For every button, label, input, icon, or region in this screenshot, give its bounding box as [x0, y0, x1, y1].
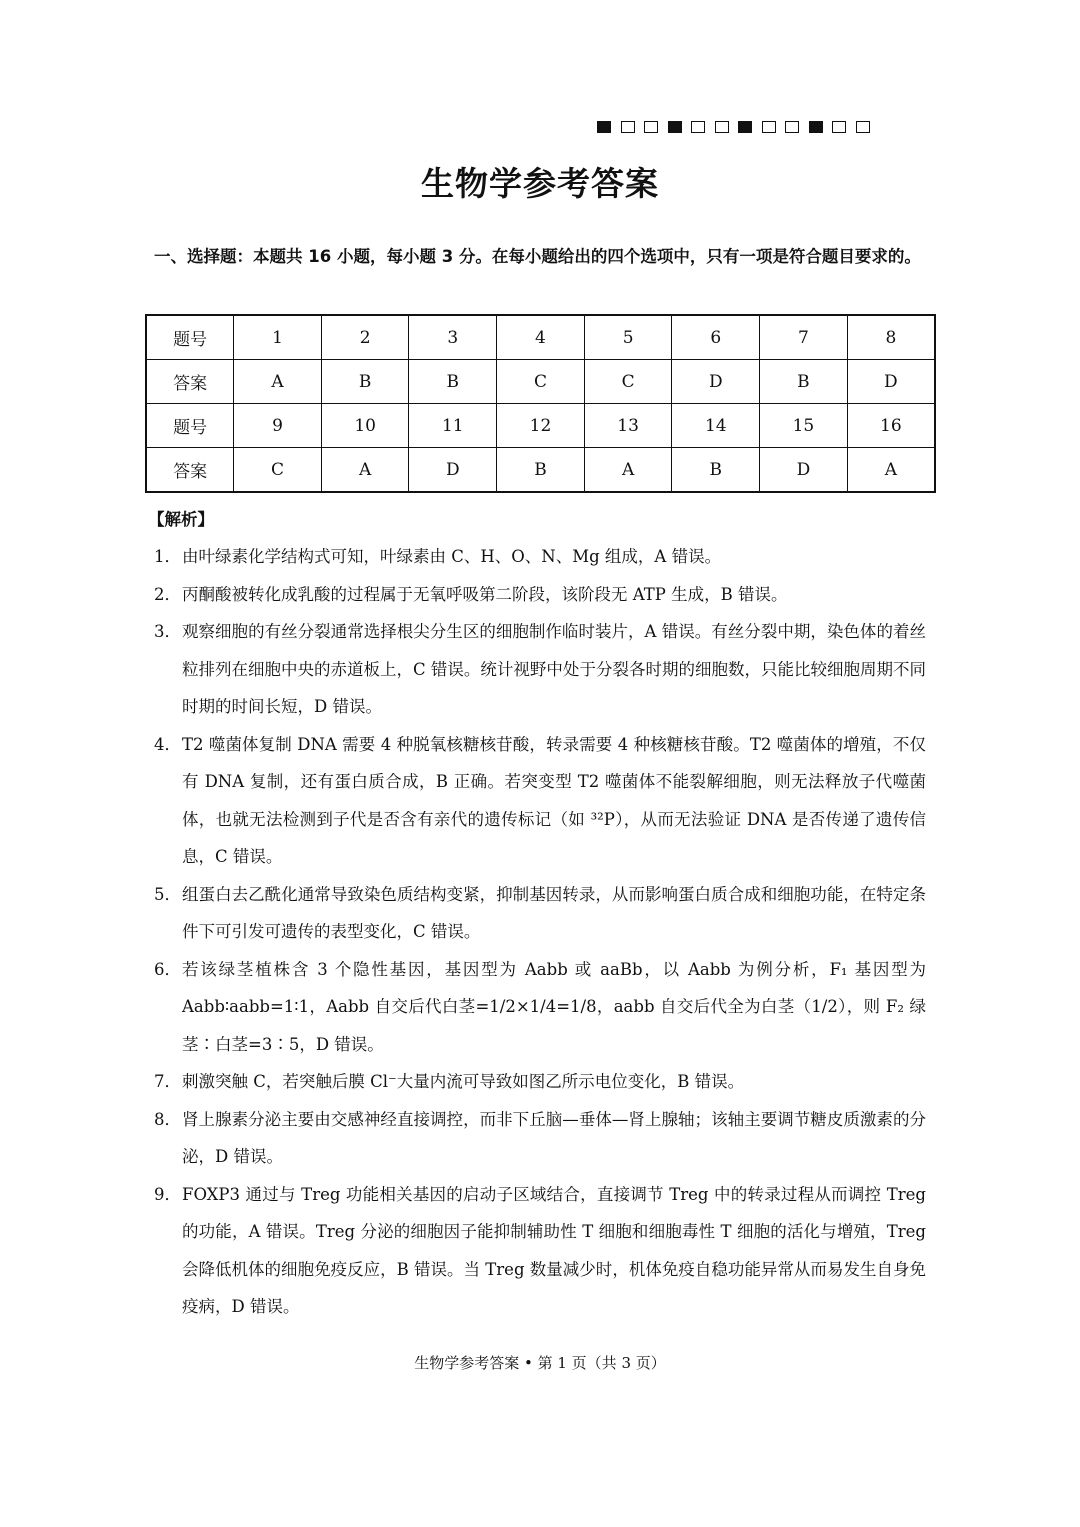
item-text: T2 噬菌体复制 DNA 需要 4 种脱氧核糖核苷酸，转录需要 4 种核糖核苷酸。T2 噬菌体的增殖，不仅有 DNA 复制，还有蛋白质合成，B 正确。若突变型 T2 噬菌体不能裂解细胞，则无法释放子代噬菌体，也就无法检测到子代是否含有亲代的遗传标记（如 ³²P），从而无法验证 DNA 是否传递了遗传信息，C 错误。	[182, 734, 926, 866]
table-cell: 9	[234, 404, 322, 448]
filled-square-mark	[809, 121, 823, 133]
item-text: 观察细胞的有丝分裂通常选择根尖分生区的细胞制作临时装片，A 错误。有丝分裂中期，染色体的着丝粒排列在细胞中央的赤道板上，C 错误。统计视野中处于分裂各时期的细胞数，只能比较细胞周期不同时期的时间长短，D 错误。	[182, 622, 926, 716]
table-cell: D	[760, 448, 848, 493]
table-cell: A	[584, 448, 672, 493]
table-cell: B	[672, 448, 760, 493]
item-number: 5．	[154, 884, 181, 904]
table-cell: 11	[409, 404, 497, 448]
table-cell: 8	[847, 315, 935, 360]
filled-square-mark	[597, 121, 611, 133]
table-cell: 10	[321, 404, 409, 448]
table-cell: 1	[234, 315, 322, 360]
row-header-cell: 答案	[146, 360, 234, 404]
table-cell: A	[234, 360, 322, 404]
empty-square-mark	[785, 121, 799, 133]
item-text: 肾上腺素分泌主要由交感神经直接调控，而非下丘脑—垂体—肾上腺轴；该轴主要调节糖皮质激素的分泌，D 错误。	[182, 1109, 926, 1166]
table-row	[146, 404, 935, 448]
list-item	[154, 538, 926, 576]
table-cell: 14	[672, 404, 760, 448]
item-number: 2．	[154, 584, 181, 604]
item-number: 9．	[154, 1184, 181, 1204]
item-text: FOXP3 通过与 Treg 功能相关基因的启动子区域结合，直接调节 Treg 中的转录过程从而调控 Treg 的功能，A 错误。Treg 分泌的细胞因子能抑制辅助性 T 细胞和细胞毒性 T 细胞的活化与增殖，Treg 会降低机体的细胞免疫反应，B 错误。当 Treg 数量减少时，机体免疫自稳功能异常从而易发生自身免疫病，D 错误。	[182, 1184, 926, 1316]
table-cell: C	[584, 360, 672, 404]
table-cell: 3	[409, 315, 497, 360]
row-header-cell: 答案	[146, 448, 234, 493]
empty-square-mark	[856, 121, 870, 133]
empty-square-mark	[621, 121, 635, 133]
empty-square-mark	[715, 121, 729, 133]
list-item	[154, 1101, 926, 1176]
table-cell: D	[847, 360, 935, 404]
page-title: 生物学参考答案	[421, 164, 659, 203]
table-cell: C	[497, 360, 585, 404]
table-cell: A	[321, 448, 409, 493]
table-cell: 5	[584, 315, 672, 360]
table-cell: D	[409, 448, 497, 493]
item-text: 若该绿茎植株含 3 个隐性基因，基因型为 Aabb 或 aaBb，以 Aabb 为例分析，F₁ 基因型为 Aabb∶aabb=1∶1，Aabb 自交后代白茎=1/2×1/4=1/8，aabb 自交后代全为白茎（1/2），则 F₂ 绿茎∶白茎=3∶5，D 错误。	[182, 959, 926, 1054]
table-row	[146, 315, 935, 360]
item-number: 7．	[154, 1072, 181, 1091]
table-row	[146, 448, 935, 493]
table-cell: D	[672, 360, 760, 404]
table-cell: A	[847, 448, 935, 493]
list-item	[154, 1176, 926, 1326]
item-text: 刺激突触 C，若突触后膜 Cl⁻大量内流可导致如图乙所示电位变化，B 错误。	[182, 1072, 745, 1091]
table-cell: B	[760, 360, 848, 404]
table-cell: B	[321, 360, 409, 404]
list-item	[154, 876, 926, 951]
table-cell: 2	[321, 315, 409, 360]
empty-square-mark	[644, 121, 658, 133]
empty-square-mark	[762, 121, 776, 133]
filled-square-mark	[668, 121, 682, 133]
section-heading: 一、选择题：本题共 16 小题，每小题 3 分。在每小题给出的四个选项中，只有一项是符合题目要求的。	[154, 247, 921, 266]
analysis-title: 【解析】	[148, 510, 214, 529]
table-cell: C	[234, 448, 322, 493]
table-cell: B	[497, 448, 585, 493]
table-cell: 6	[672, 315, 760, 360]
item-number: 6．	[154, 959, 181, 979]
item-text: 丙酮酸被转化成乳酸的过程属于无氧呼吸第二阶段，该阶段无 ATP 生成，B 错误。	[182, 584, 788, 604]
table-cell: B	[409, 360, 497, 404]
analysis-section	[148, 505, 926, 1326]
header-marks	[597, 121, 870, 133]
table-cell: 13	[584, 404, 672, 448]
list-item	[154, 613, 926, 726]
answer-table	[145, 314, 936, 493]
table-cell: 16	[847, 404, 935, 448]
list-item	[154, 951, 926, 1064]
item-text: 由叶绿素化学结构式可知，叶绿素由 C、H、O、N、Mg 组成，A 错误。	[182, 547, 722, 566]
list-item	[154, 1063, 926, 1101]
list-item	[154, 576, 926, 614]
table-cell: 4	[497, 315, 585, 360]
item-text: 组蛋白去乙酰化通常导致染色质结构变紧，抑制基因转录，从而影响蛋白质合成和细胞功能，在特定条件下可引发可遗传的表型变化，C 错误。	[182, 884, 926, 941]
empty-square-mark	[832, 121, 846, 133]
empty-square-mark	[691, 121, 705, 133]
list-item	[154, 726, 926, 876]
item-number: 3．	[154, 622, 181, 641]
item-number: 1．	[154, 547, 181, 566]
item-number: 8．	[154, 1109, 181, 1129]
row-header-cell: 题号	[146, 404, 234, 448]
table-row	[146, 360, 935, 404]
item-number: 4．	[154, 734, 181, 754]
filled-square-mark	[738, 121, 752, 133]
row-header-cell: 题号	[146, 315, 234, 360]
analysis-list	[154, 538, 926, 1326]
table-cell: 15	[760, 404, 848, 448]
table-cell: 7	[760, 315, 848, 360]
table-cell: 12	[497, 404, 585, 448]
page-footer: 生物学参考答案 • 第 1 页（共 3 页）	[414, 1354, 666, 1372]
